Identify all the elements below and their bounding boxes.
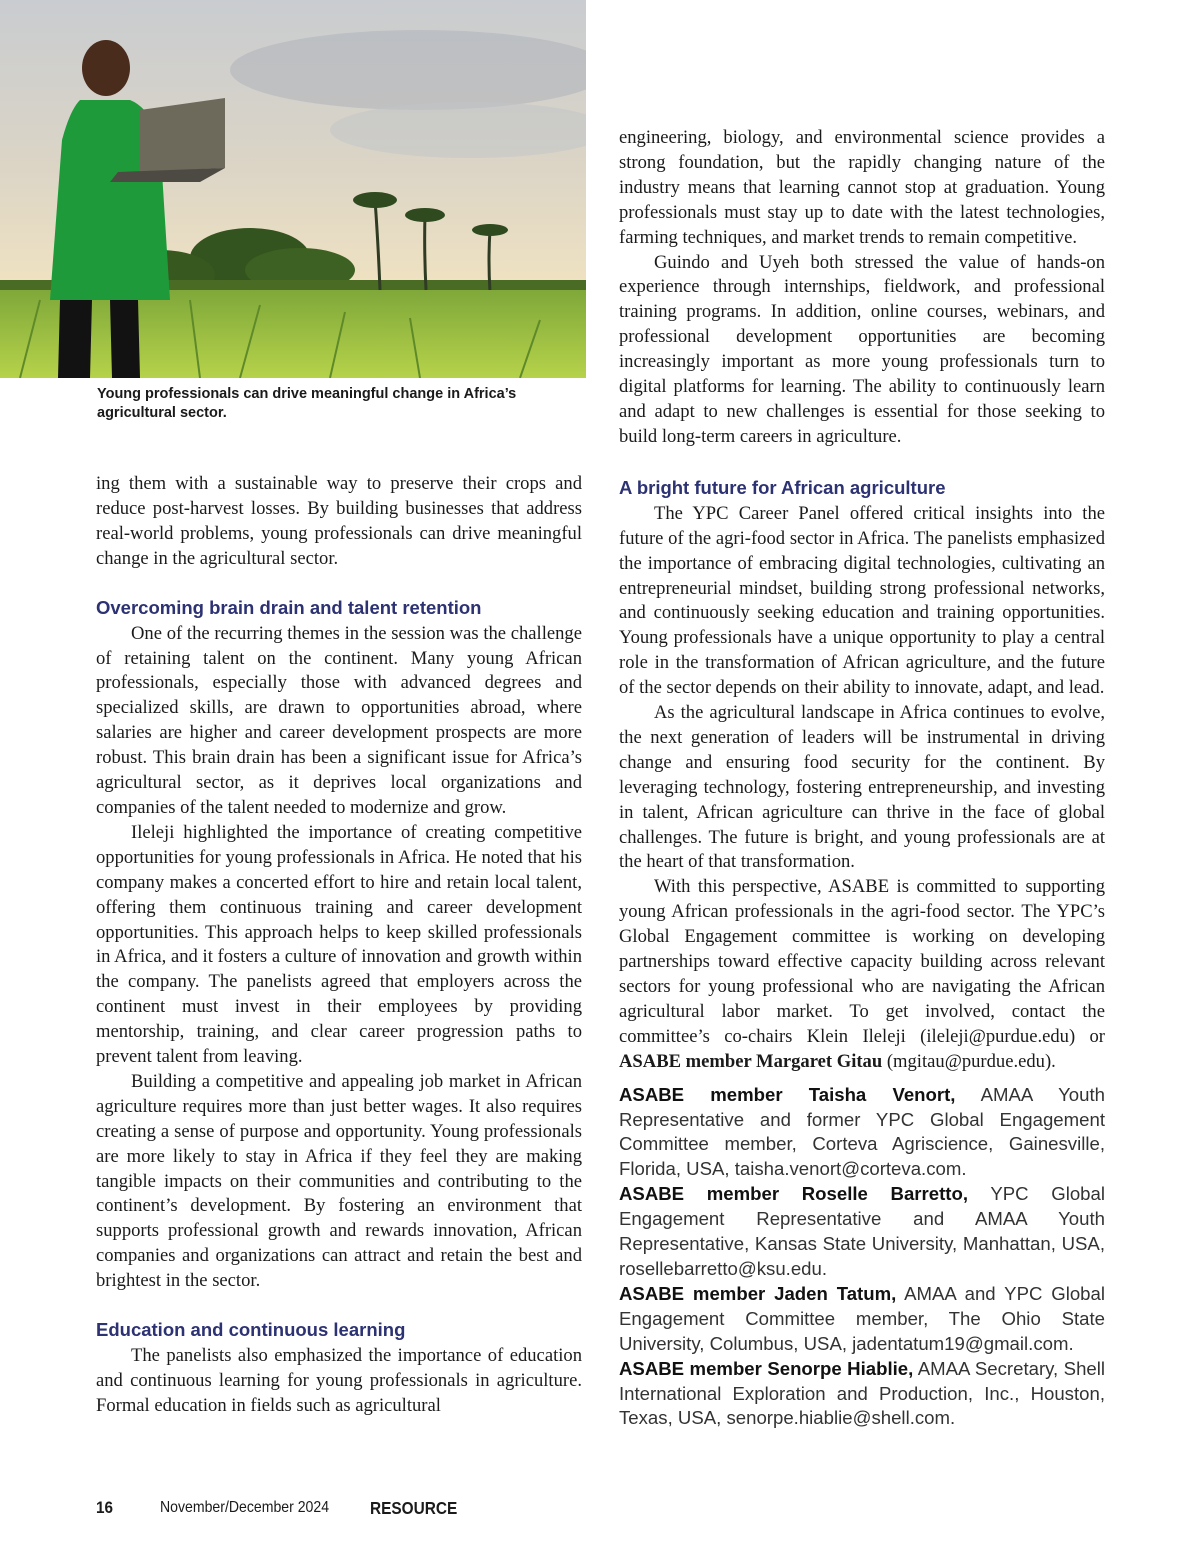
author-detail: AMAA Secretary, Shell International Exploration and Production, Inc., Houston, Texas, USA, senorpe.hiablie@shell.com. (619, 1357, 1106, 1429)
page-footer (96, 1496, 469, 1520)
paragraph: Building a competitive and appealing job market in African agriculture requires more than just better wages. It also requires creating a sense of purpose and opportunity. Young professionals are more likely to stay in Africa if they feel they are making tangible impacts on their communities and contributing to the continent’s development. By fostering an environment that supports professional growth and rewards innovation, African companies and organizations can attract and retain the best and brightest in the sector. (96, 1070, 582, 1292)
paragraph: ing them with a sustainable way to preserve their crops and reduce post-harvest losses. By building businesses that address real-world problems, young professionals can drive meaningful change in the agricultural sector. (96, 473, 582, 569)
issue-date: November/December 2024 (160, 1499, 330, 1516)
highlighted-name: ASABE member Margaret Gitau (619, 1050, 883, 1072)
left-column (96, 472, 582, 1419)
author-detail: AMAA and YPC Global Engagement Committee member, The Ohio State University, Columbus, USA, jadentatum19@gmail.com. (619, 1282, 1105, 1354)
photo-caption: Young professionals can drive meaningful change in Africa’s agricultural sector. (97, 386, 517, 421)
author-bios (619, 1083, 1105, 1432)
author-bio (619, 1282, 1105, 1357)
paragraph-text: With this perspective, ASABE is committed to supporting young African professionals in the agri-food sector. The YPC’s Global Engagement committee is working on developing partnerships toward effective capacity building across relevant sectors for young professional who are navigating the African agricultural labor market. To get involved, contact the committee’s co-chairs Klein Ileleji (ileleji@purdue.edu) or (619, 876, 1105, 1047)
author-bio (619, 1182, 1105, 1282)
paragraph: One of the recurring themes in the session was the challenge of retaining talent on the continent. Many young African professionals, especially those with advanced degrees and specialized skills, are drawn to opportunities abroad, where salaries are higher and career development prospects are more robust. This brain drain has been a significant issue for Africa’s agricultural sector, as it deprives local organizations and companies of the talent needed to modernize and grow. (96, 622, 582, 818)
paragraph: engineering, biology, and environmental science provides a strong foundation, but the rapidly changing nature of the industry means that learning cannot stop at graduation. Young professionals must stay up to date with the latest technologies, farming techniques, and market trends to remain competitive. (619, 127, 1105, 248)
magazine-name: RESOURCE (370, 1497, 458, 1518)
author-detail: AMAA Youth Representative and former YPC Global Engagement Committee member, Corteva Agriscience, Gainesville, Florida, USA, taisha.venort@corteva.com. (619, 1083, 1105, 1180)
paragraph: Ileleji highlighted the importance of creating competitive opportunities for young professionals in Africa. He noted that his company makes a concerted effort to hire and retain local talent, offering them continuous training and career development opportunities. This approach helps to keep skilled professionals in Africa, and it fosters a culture of innovation and growth within the company. The panelists agreed that employers across the continent must invest in their employees by providing mentorship, training, and clear career progression paths to prevent talent from leaving. (96, 821, 582, 1068)
paragraph: The YPC Career Panel offered critical insights into the future of the agri-food sector in Africa. The panelists emphasized the importance of embracing digital technologies, cultivating an entrepreneurial mindset, building strong professional networks, and continuously seeking education and training opportunities. Young professionals have a unique opportunity to play a central role in the transformation of African agriculture, and the future of the sector depends on their ability to innovate, adapt, and lead. (619, 502, 1105, 699)
paragraph: As the agricultural landscape in Africa continues to evolve, the next generation of leaders will be instrumental in driving change and ensuring food security for the continent. By leveraging technology, fostering entrepreneurship, and investing in talent, African agriculture can thrive in the face of global challenges. The future is bright, and young professionals are at the heart of that transformation. (619, 702, 1105, 873)
paragraph (619, 875, 1105, 1074)
section-heading: Education and continuous learning (96, 1319, 406, 1341)
paragraph: Guindo and Uyeh both stressed the value of hands-on experience through internships, fieldwork, and professional training programs. In addition, online courses, webinars, and professional development opportunities are becoming increasingly important as more young professionals turn to digital platforms for learning. The ability to continuously learn and adapt to new challenges is essential for those seeking to build long-term careers in agriculture. (619, 251, 1105, 447)
section-heading: Overcoming brain drain and talent retention (96, 596, 482, 618)
section-heading: A bright future for African agriculture (619, 476, 946, 498)
author-name: ASABE member Roselle Barretto, (619, 1183, 969, 1205)
author-detail: YPC Global Engagement Representative and AMAA Youth Representative, Kansas State University, Manhattan, USA, rosellebarretto@ksu.edu. (619, 1183, 1105, 1279)
author-name: ASABE member Senorpe Hiablie, (619, 1357, 914, 1379)
author-name: ASABE member Taisha Venort, (619, 1083, 956, 1105)
article-photo (0, 0, 586, 378)
right-column (619, 126, 1105, 1431)
page-number: 16 (96, 1498, 114, 1517)
email-text: (mgitau@purdue.edu). (886, 1050, 1056, 1072)
author-name: ASABE member Jaden Tatum, (619, 1282, 897, 1304)
author-bio (619, 1083, 1105, 1183)
author-bio (619, 1357, 1105, 1432)
paragraph: The panelists also emphasized the importance of education and continuous learning for young professionals in agriculture. Formal education in fields such as agricultural (96, 1345, 582, 1416)
